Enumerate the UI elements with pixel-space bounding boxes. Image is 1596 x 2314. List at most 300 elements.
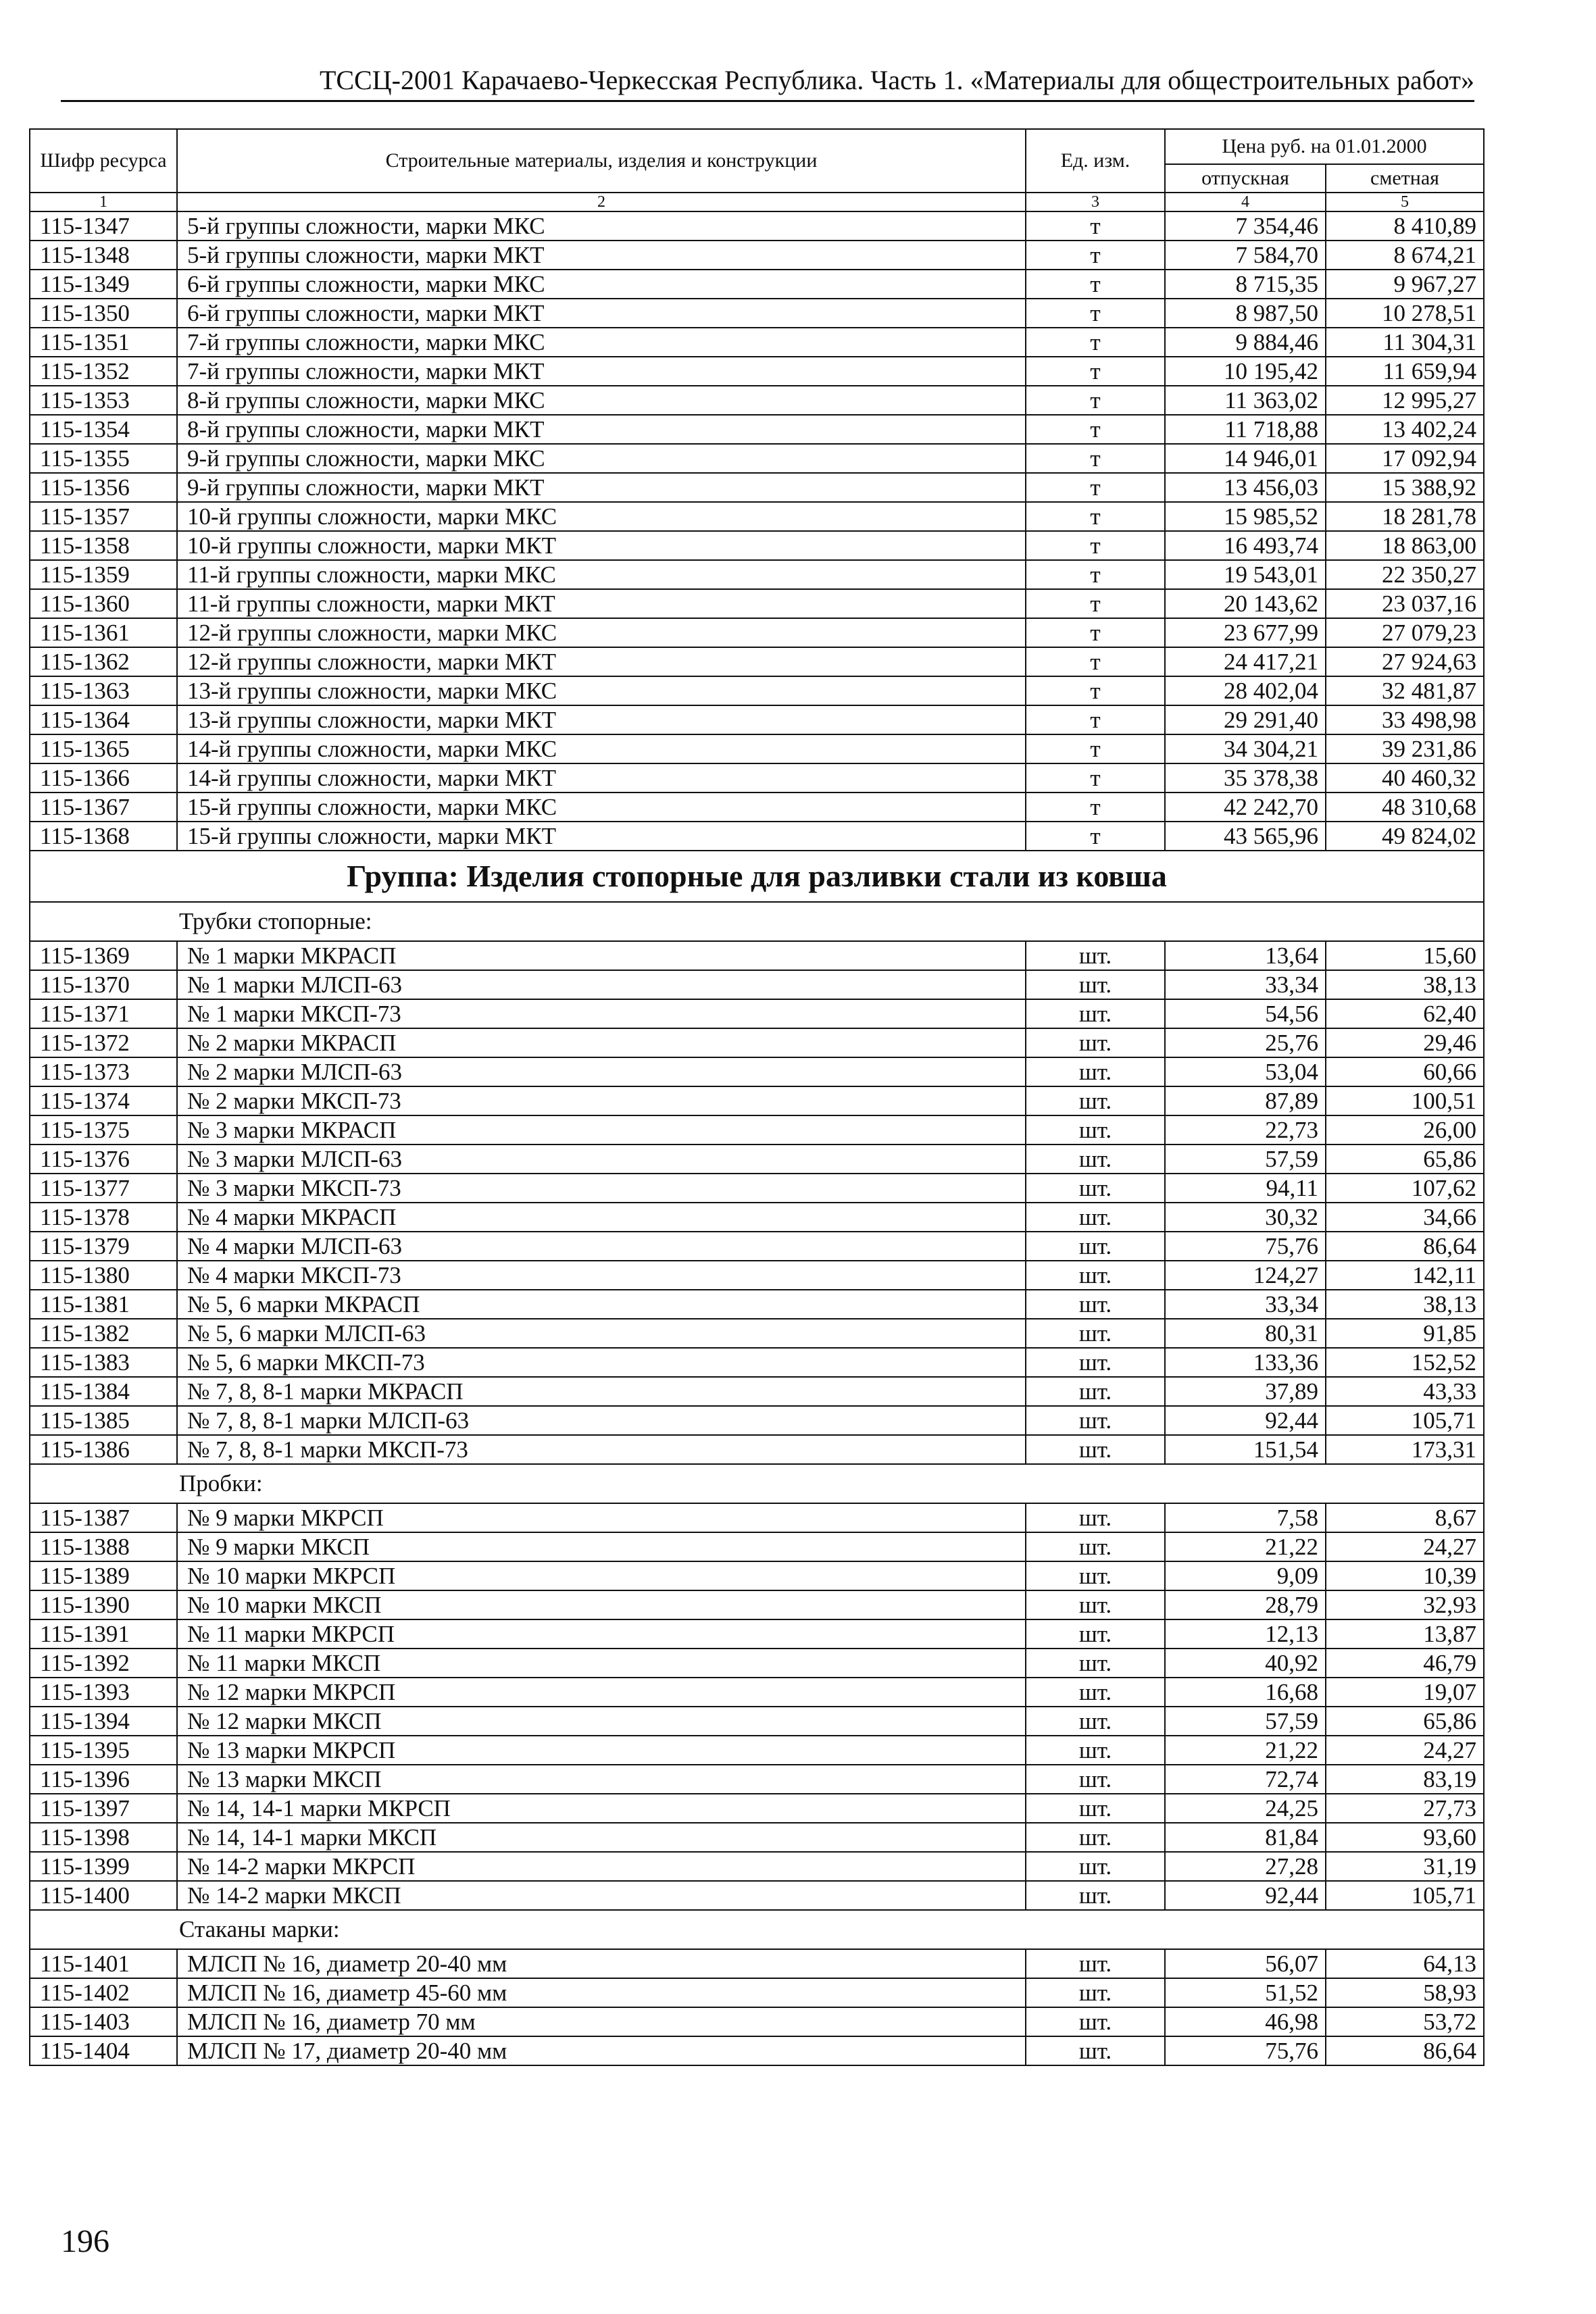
- price-estimate-cell: 24,27: [1326, 1532, 1484, 1561]
- price-estimate-cell: 15,60: [1326, 941, 1484, 970]
- price-estimate-cell: 18 863,00: [1326, 531, 1484, 560]
- price-release-cell: 22,73: [1165, 1115, 1326, 1145]
- item-name-cell: № 10 марки МКСП: [177, 1590, 1026, 1619]
- price-estimate-cell: 86,64: [1326, 1232, 1484, 1261]
- resource-code-cell: 115-1382: [30, 1319, 177, 1348]
- item-name-cell: № 5, 6 марки МКСП-73: [177, 1348, 1026, 1377]
- resource-code-cell: 115-1348: [30, 241, 177, 270]
- column-header-price-group: Цена руб. на 01.01.2000: [1165, 129, 1484, 164]
- unit-cell: шт.: [1026, 1203, 1165, 1232]
- price-estimate-cell: 17 092,94: [1326, 444, 1484, 473]
- resource-code-cell: 115-1371: [30, 999, 177, 1028]
- table-row: [30, 1290, 1484, 1319]
- table-row: [30, 241, 1484, 270]
- price-release-cell: 23 677,99: [1165, 618, 1326, 647]
- item-name-cell: 14-й группы сложности, марки МКТ: [177, 763, 1026, 793]
- unit-cell: т: [1026, 386, 1165, 415]
- unit-cell: шт.: [1026, 1881, 1165, 1910]
- price-release-cell: 24,25: [1165, 1794, 1326, 1823]
- table-row: [30, 1319, 1484, 1348]
- item-name-cell: 15-й группы сложности, марки МКТ: [177, 822, 1026, 851]
- price-estimate-cell: 152,52: [1326, 1348, 1484, 1377]
- table-row: [30, 1435, 1484, 1464]
- unit-cell: шт.: [1026, 1765, 1165, 1794]
- unit-cell: шт.: [1026, 2007, 1165, 2036]
- unit-cell: шт.: [1026, 1736, 1165, 1765]
- unit-cell: т: [1026, 473, 1165, 502]
- resource-code-cell: 115-1390: [30, 1590, 177, 1619]
- price-estimate-cell: 27 079,23: [1326, 618, 1484, 647]
- item-name-cell: № 13 марки МКСП: [177, 1765, 1026, 1794]
- price-estimate-cell: 83,19: [1326, 1765, 1484, 1794]
- price-release-cell: 75,76: [1165, 2036, 1326, 2065]
- item-name-cell: 5-й группы сложности, марки МКС: [177, 211, 1026, 241]
- price-estimate-cell: 32,93: [1326, 1590, 1484, 1619]
- price-release-cell: 87,89: [1165, 1086, 1326, 1115]
- table-row: [30, 1590, 1484, 1619]
- table-row: [30, 705, 1484, 734]
- price-release-cell: 54,56: [1165, 999, 1326, 1028]
- resource-code-cell: 115-1361: [30, 618, 177, 647]
- item-name-cell: 7-й группы сложности, марки МКТ: [177, 357, 1026, 386]
- table-row: [30, 386, 1484, 415]
- item-name-cell: № 3 марки МКРАСП: [177, 1115, 1026, 1145]
- resource-code-cell: 115-1349: [30, 270, 177, 299]
- resource-code-cell: 115-1365: [30, 734, 177, 763]
- item-name-cell: № 10 марки МКРСП: [177, 1561, 1026, 1590]
- item-name-cell: МЛСП № 16, диаметр 20-40 мм: [177, 1949, 1026, 1978]
- unit-cell: шт.: [1026, 1794, 1165, 1823]
- unit-cell: шт.: [1026, 2036, 1165, 2065]
- table-row: [30, 822, 1484, 851]
- table-row: [30, 1028, 1484, 1057]
- price-estimate-cell: 62,40: [1326, 999, 1484, 1028]
- column-header-unit: Ед. изм.: [1026, 129, 1165, 193]
- unit-cell: т: [1026, 676, 1165, 705]
- unit-cell: шт.: [1026, 1028, 1165, 1057]
- resource-code-cell: 115-1396: [30, 1765, 177, 1794]
- price-estimate-cell: 107,62: [1326, 1174, 1484, 1203]
- unit-cell: т: [1026, 793, 1165, 822]
- table-header: [30, 129, 1484, 211]
- resource-code-cell: 115-1391: [30, 1619, 177, 1649]
- item-name-cell: № 9 марки МКРСП: [177, 1503, 1026, 1532]
- unit-cell: шт.: [1026, 1649, 1165, 1678]
- resource-code-cell: 115-1357: [30, 502, 177, 531]
- price-estimate-cell: 15 388,92: [1326, 473, 1484, 502]
- item-name-cell: № 14-2 марки МКРСП: [177, 1852, 1026, 1881]
- table-row: [30, 211, 1484, 241]
- subgroup-row: [30, 902, 1484, 941]
- item-name-cell: № 3 марки МЛСП-63: [177, 1145, 1026, 1174]
- table-row: [30, 1649, 1484, 1678]
- item-name-cell: № 3 марки МКСП-73: [177, 1174, 1026, 1203]
- table-row: [30, 444, 1484, 473]
- table-row: [30, 502, 1484, 531]
- item-name-cell: 5-й группы сложности, марки МКТ: [177, 241, 1026, 270]
- price-release-cell: 13 456,03: [1165, 473, 1326, 502]
- unit-cell: шт.: [1026, 1949, 1165, 1978]
- price-estimate-cell: 11 304,31: [1326, 328, 1484, 357]
- table-row: [30, 1619, 1484, 1649]
- price-release-cell: 35 378,38: [1165, 763, 1326, 793]
- column-header-name: Строительные материалы, изделия и конструкции: [177, 129, 1026, 193]
- header-divider: [61, 100, 1474, 102]
- page-header-title: ТССЦ-2001 Карачаево-Черкесская Республика. Часть 1. «Материалы для общестроительных работ»: [319, 65, 1474, 95]
- price-estimate-cell: 9 967,27: [1326, 270, 1484, 299]
- unit-cell: т: [1026, 357, 1165, 386]
- resource-code-cell: 115-1352: [30, 357, 177, 386]
- unit-cell: шт.: [1026, 1057, 1165, 1086]
- resource-code-cell: 115-1364: [30, 705, 177, 734]
- price-estimate-cell: 43,33: [1326, 1377, 1484, 1406]
- resource-code-cell: 115-1359: [30, 560, 177, 589]
- item-name-cell: № 13 марки МКРСП: [177, 1736, 1026, 1765]
- item-name-cell: 8-й группы сложности, марки МКТ: [177, 415, 1026, 444]
- price-estimate-cell: 46,79: [1326, 1649, 1484, 1678]
- column-header-code: Шифр ресурса: [30, 129, 177, 193]
- price-estimate-cell: 19,07: [1326, 1678, 1484, 1707]
- price-estimate-cell: 64,13: [1326, 1949, 1484, 1978]
- resource-code-cell: 115-1398: [30, 1823, 177, 1852]
- column-header-price-estimate: сметная: [1326, 164, 1484, 193]
- item-name-cell: № 14-2 марки МКСП: [177, 1881, 1026, 1910]
- price-release-cell: 37,89: [1165, 1377, 1326, 1406]
- item-name-cell: № 12 марки МКРСП: [177, 1678, 1026, 1707]
- table-body-plugs: [30, 1503, 1484, 1910]
- column-index-4: 4: [1165, 193, 1326, 211]
- table-row: [30, 1707, 1484, 1736]
- price-estimate-cell: 38,13: [1326, 970, 1484, 999]
- price-estimate-cell: 142,11: [1326, 1261, 1484, 1290]
- price-release-cell: 151,54: [1165, 1435, 1326, 1464]
- column-header-price-release: отпускная: [1165, 164, 1326, 193]
- table-row: [30, 299, 1484, 328]
- unit-cell: т: [1026, 647, 1165, 676]
- resource-code-cell: 115-1351: [30, 328, 177, 357]
- unit-cell: шт.: [1026, 1290, 1165, 1319]
- resource-code-cell: 115-1368: [30, 822, 177, 851]
- price-estimate-cell: 40 460,32: [1326, 763, 1484, 793]
- resource-code-cell: 115-1370: [30, 970, 177, 999]
- price-estimate-cell: 24,27: [1326, 1736, 1484, 1765]
- unit-cell: шт.: [1026, 1561, 1165, 1590]
- resource-code-cell: 115-1362: [30, 647, 177, 676]
- unit-cell: шт.: [1026, 1261, 1165, 1290]
- table-row: [30, 2007, 1484, 2036]
- item-name-cell: № 2 марки МЛСП-63: [177, 1057, 1026, 1086]
- table-row: [30, 1348, 1484, 1377]
- table-row: [30, 1406, 1484, 1435]
- price-estimate-cell: 173,31: [1326, 1435, 1484, 1464]
- price-release-cell: 133,36: [1165, 1348, 1326, 1377]
- resource-code-cell: 115-1383: [30, 1348, 177, 1377]
- item-name-cell: № 1 марки МКРАСП: [177, 941, 1026, 970]
- price-estimate-cell: 49 824,02: [1326, 822, 1484, 851]
- table-row: [30, 734, 1484, 763]
- price-release-cell: 92,44: [1165, 1881, 1326, 1910]
- price-estimate-cell: 8,67: [1326, 1503, 1484, 1532]
- item-name-cell: № 12 марки МКСП: [177, 1707, 1026, 1736]
- table-row: [30, 473, 1484, 502]
- resource-code-cell: 115-1404: [30, 2036, 177, 2065]
- resource-code-cell: 115-1399: [30, 1852, 177, 1881]
- price-release-cell: 43 565,96: [1165, 822, 1326, 851]
- table-row: [30, 1561, 1484, 1590]
- price-release-cell: 11 363,02: [1165, 386, 1326, 415]
- resource-code-cell: 115-1356: [30, 473, 177, 502]
- subgroup-title-nozzles: Стаканы марки:: [30, 1910, 1484, 1949]
- price-estimate-cell: 8 410,89: [1326, 211, 1484, 241]
- price-release-cell: 124,27: [1165, 1261, 1326, 1290]
- price-estimate-cell: 13 402,24: [1326, 415, 1484, 444]
- price-release-cell: 56,07: [1165, 1949, 1326, 1978]
- table-row: [30, 1145, 1484, 1174]
- resource-code-cell: 115-1363: [30, 676, 177, 705]
- item-name-cell: 10-й группы сложности, марки МКТ: [177, 531, 1026, 560]
- unit-cell: шт.: [1026, 1115, 1165, 1145]
- item-name-cell: № 2 марки МКСП-73: [177, 1086, 1026, 1115]
- price-release-cell: 8 987,50: [1165, 299, 1326, 328]
- unit-cell: шт.: [1026, 1377, 1165, 1406]
- item-name-cell: 13-й группы сложности, марки МКТ: [177, 705, 1026, 734]
- unit-cell: шт.: [1026, 1823, 1165, 1852]
- item-name-cell: № 4 марки МКРАСП: [177, 1203, 1026, 1232]
- item-name-cell: № 7, 8, 8-1 марки МЛСП-63: [177, 1406, 1026, 1435]
- unit-cell: т: [1026, 270, 1165, 299]
- resource-code-cell: 115-1386: [30, 1435, 177, 1464]
- resource-code-cell: 115-1380: [30, 1261, 177, 1290]
- price-estimate-cell: 22 350,27: [1326, 560, 1484, 589]
- resource-code-cell: 115-1387: [30, 1503, 177, 1532]
- unit-cell: шт.: [1026, 1978, 1165, 2007]
- price-release-cell: 80,31: [1165, 1319, 1326, 1348]
- resource-code-cell: 115-1384: [30, 1377, 177, 1406]
- table-row: [30, 1949, 1484, 1978]
- unit-cell: т: [1026, 502, 1165, 531]
- table-row: [30, 618, 1484, 647]
- price-release-cell: 57,59: [1165, 1145, 1326, 1174]
- price-release-cell: 21,22: [1165, 1532, 1326, 1561]
- item-name-cell: 9-й группы сложности, марки МКТ: [177, 473, 1026, 502]
- price-estimate-cell: 11 659,94: [1326, 357, 1484, 386]
- unit-cell: шт.: [1026, 1852, 1165, 1881]
- item-name-cell: № 14, 14-1 марки МКСП: [177, 1823, 1026, 1852]
- resource-code-cell: 115-1360: [30, 589, 177, 618]
- price-release-cell: 13,64: [1165, 941, 1326, 970]
- unit-cell: шт.: [1026, 1406, 1165, 1435]
- table-row: [30, 1261, 1484, 1290]
- price-release-cell: 46,98: [1165, 2007, 1326, 2036]
- table-row: [30, 531, 1484, 560]
- price-estimate-cell: 33 498,98: [1326, 705, 1484, 734]
- unit-cell: шт.: [1026, 1503, 1165, 1532]
- table-body: [30, 211, 1484, 851]
- price-release-cell: 14 946,01: [1165, 444, 1326, 473]
- table-row: [30, 1503, 1484, 1532]
- resource-code-cell: 115-1374: [30, 1086, 177, 1115]
- item-name-cell: № 7, 8, 8-1 марки МКСП-73: [177, 1435, 1026, 1464]
- table-row: [30, 941, 1484, 970]
- group-title: Группа: Изделия стопорные для разливки стали из ковша: [30, 851, 1484, 902]
- price-release-cell: 30,32: [1165, 1203, 1326, 1232]
- item-name-cell: № 14, 14-1 марки МКРСП: [177, 1794, 1026, 1823]
- price-estimate-cell: 39 231,86: [1326, 734, 1484, 763]
- table-row: [30, 676, 1484, 705]
- price-release-cell: 7 584,70: [1165, 241, 1326, 270]
- price-estimate-cell: 105,71: [1326, 1406, 1484, 1435]
- unit-cell: шт.: [1026, 999, 1165, 1028]
- unit-cell: т: [1026, 734, 1165, 763]
- subgroup-title-plugs: Пробки:: [30, 1464, 1484, 1503]
- resource-code-cell: 115-1381: [30, 1290, 177, 1319]
- price-release-cell: 28,79: [1165, 1590, 1326, 1619]
- item-name-cell: МЛСП № 16, диаметр 45-60 мм: [177, 1978, 1026, 2007]
- table-row: [30, 647, 1484, 676]
- item-name-cell: МЛСП № 17, диаметр 20-40 мм: [177, 2036, 1026, 2065]
- item-name-cell: 11-й группы сложности, марки МКС: [177, 560, 1026, 589]
- table-row: [30, 1377, 1484, 1406]
- unit-cell: шт.: [1026, 1145, 1165, 1174]
- price-estimate-cell: 13,87: [1326, 1619, 1484, 1649]
- resource-code-cell: 115-1355: [30, 444, 177, 473]
- price-estimate-cell: 53,72: [1326, 2007, 1484, 2036]
- page-number: 196: [61, 2223, 109, 2259]
- table-body-nozzles: [30, 1949, 1484, 2065]
- price-estimate-cell: 93,60: [1326, 1823, 1484, 1852]
- price-estimate-cell: 29,46: [1326, 1028, 1484, 1057]
- resource-code-cell: 115-1392: [30, 1649, 177, 1678]
- resource-code-cell: 115-1388: [30, 1532, 177, 1561]
- price-release-cell: 7,58: [1165, 1503, 1326, 1532]
- unit-cell: т: [1026, 531, 1165, 560]
- table-row: [30, 328, 1484, 357]
- unit-cell: т: [1026, 705, 1165, 734]
- table-row: [30, 357, 1484, 386]
- table-row: [30, 793, 1484, 822]
- resource-code-cell: 115-1376: [30, 1145, 177, 1174]
- price-release-cell: 28 402,04: [1165, 676, 1326, 705]
- unit-cell: шт.: [1026, 1319, 1165, 1348]
- resource-code-cell: 115-1395: [30, 1736, 177, 1765]
- table-row: [30, 970, 1484, 999]
- price-estimate-cell: 10 278,51: [1326, 299, 1484, 328]
- table-row: [30, 999, 1484, 1028]
- unit-cell: шт.: [1026, 1707, 1165, 1736]
- resource-code-cell: 115-1394: [30, 1707, 177, 1736]
- price-estimate-cell: 26,00: [1326, 1115, 1484, 1145]
- price-release-cell: 81,84: [1165, 1823, 1326, 1852]
- price-release-cell: 29 291,40: [1165, 705, 1326, 734]
- resource-code-cell: 115-1373: [30, 1057, 177, 1086]
- price-release-cell: 10 195,42: [1165, 357, 1326, 386]
- item-name-cell: МЛСП № 16, диаметр 70 мм: [177, 2007, 1026, 2036]
- item-name-cell: № 2 марки МКРАСП: [177, 1028, 1026, 1057]
- table-row: [30, 1203, 1484, 1232]
- item-name-cell: 13-й группы сложности, марки МКС: [177, 676, 1026, 705]
- item-name-cell: № 1 марки МКСП-73: [177, 999, 1026, 1028]
- price-estimate-cell: 100,51: [1326, 1086, 1484, 1115]
- unit-cell: шт.: [1026, 1435, 1165, 1464]
- unit-cell: т: [1026, 822, 1165, 851]
- resource-code-cell: 115-1379: [30, 1232, 177, 1261]
- price-release-cell: 7 354,46: [1165, 211, 1326, 241]
- price-release-cell: 92,44: [1165, 1406, 1326, 1435]
- price-estimate-cell: 27,73: [1326, 1794, 1484, 1823]
- unit-cell: шт.: [1026, 1590, 1165, 1619]
- unit-cell: т: [1026, 241, 1165, 270]
- subgroup-row: [30, 1464, 1484, 1503]
- table-row: [30, 560, 1484, 589]
- group-title-row: [30, 851, 1484, 902]
- price-release-cell: 16 493,74: [1165, 531, 1326, 560]
- table-row: [30, 1532, 1484, 1561]
- item-name-cell: 15-й группы сложности, марки МКС: [177, 793, 1026, 822]
- price-release-cell: 75,76: [1165, 1232, 1326, 1261]
- price-estimate-cell: 8 674,21: [1326, 241, 1484, 270]
- item-name-cell: 6-й группы сложности, марки МКТ: [177, 299, 1026, 328]
- item-name-cell: 11-й группы сложности, марки МКТ: [177, 589, 1026, 618]
- table-row: [30, 270, 1484, 299]
- table-row: [30, 1115, 1484, 1145]
- resource-code-cell: 115-1385: [30, 1406, 177, 1435]
- table-row: [30, 1678, 1484, 1707]
- item-name-cell: № 11 марки МКСП: [177, 1649, 1026, 1678]
- column-index-1: 1: [30, 193, 177, 211]
- item-name-cell: № 5, 6 марки МКРАСП: [177, 1290, 1026, 1319]
- price-release-cell: 21,22: [1165, 1736, 1326, 1765]
- resource-code-cell: 115-1401: [30, 1949, 177, 1978]
- table-row: [30, 1823, 1484, 1852]
- resource-code-cell: 115-1353: [30, 386, 177, 415]
- table-row: [30, 1794, 1484, 1823]
- unit-cell: т: [1026, 328, 1165, 357]
- unit-cell: шт.: [1026, 941, 1165, 970]
- price-estimate-cell: 65,86: [1326, 1145, 1484, 1174]
- unit-cell: шт.: [1026, 1678, 1165, 1707]
- price-estimate-cell: 86,64: [1326, 2036, 1484, 2065]
- unit-cell: шт.: [1026, 1086, 1165, 1115]
- price-release-cell: 24 417,21: [1165, 647, 1326, 676]
- table-row: [30, 1881, 1484, 1910]
- item-name-cell: 12-й группы сложности, марки МКС: [177, 618, 1026, 647]
- item-name-cell: № 1 марки МЛСП-63: [177, 970, 1026, 999]
- column-index-2: 2: [177, 193, 1026, 211]
- item-name-cell: 7-й группы сложности, марки МКС: [177, 328, 1026, 357]
- price-release-cell: 12,13: [1165, 1619, 1326, 1649]
- price-estimate-cell: 31,19: [1326, 1852, 1484, 1881]
- price-estimate-cell: 12 995,27: [1326, 386, 1484, 415]
- price-estimate-cell: 105,71: [1326, 1881, 1484, 1910]
- price-release-cell: 20 143,62: [1165, 589, 1326, 618]
- price-release-cell: 9,09: [1165, 1561, 1326, 1590]
- resource-code-cell: 115-1350: [30, 299, 177, 328]
- price-release-cell: 11 718,88: [1165, 415, 1326, 444]
- resource-code-cell: 115-1402: [30, 1978, 177, 2007]
- price-release-cell: 9 884,46: [1165, 328, 1326, 357]
- price-release-cell: 40,92: [1165, 1649, 1326, 1678]
- price-estimate-cell: 18 281,78: [1326, 502, 1484, 531]
- resource-code-cell: 115-1358: [30, 531, 177, 560]
- table-row: [30, 1978, 1484, 2007]
- price-release-cell: 15 985,52: [1165, 502, 1326, 531]
- table-row: [30, 1086, 1484, 1115]
- item-name-cell: 8-й группы сложности, марки МКС: [177, 386, 1026, 415]
- resource-code-cell: 115-1378: [30, 1203, 177, 1232]
- item-name-cell: 6-й группы сложности, марки МКС: [177, 270, 1026, 299]
- price-estimate-cell: 91,85: [1326, 1319, 1484, 1348]
- price-estimate-cell: 48 310,68: [1326, 793, 1484, 822]
